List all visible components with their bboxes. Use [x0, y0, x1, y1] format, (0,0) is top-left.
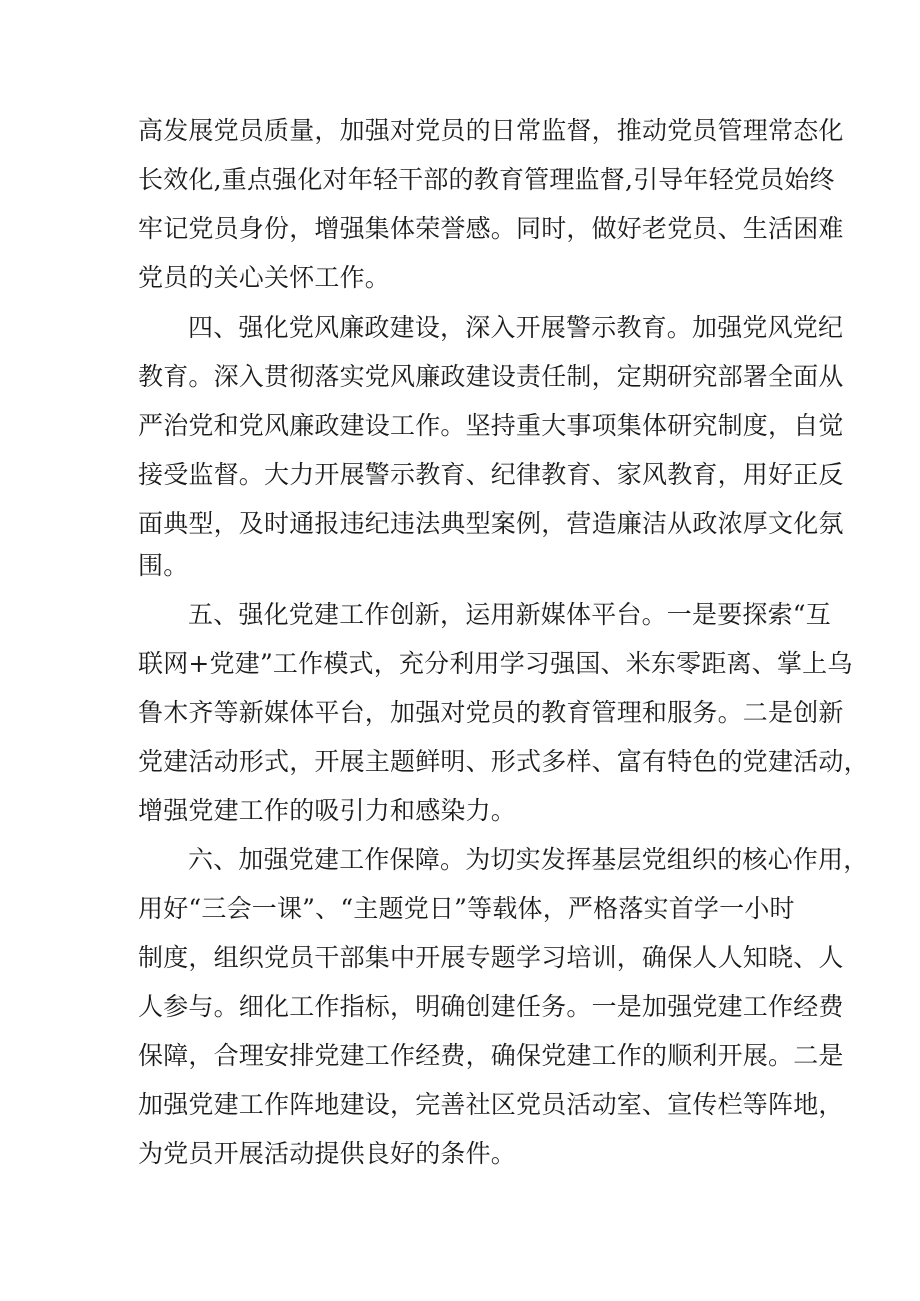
text-line: 加强党建工作阵地建设，完善社区党员活动室、宣传栏等阵地，: [138, 1090, 844, 1119]
text-line: 制度，组织党员干部集中开展专题学习培训，确保人人知晓、人: [138, 943, 844, 972]
section-heading-line: 六、加强党建工作保障。为切实发挥基层党组织的核心作用，: [188, 845, 869, 874]
text-line: 联网+党建”工作模式，充分利用学习强国、米东零距离、掌上乌: [138, 649, 853, 678]
text-line: 增强党建工作的吸引力和感染力。: [138, 796, 517, 825]
text-line: 高发展党员质量，加强对党员的日常监督，推动党员管理常态化: [138, 116, 844, 145]
text-line: 长效化,重点强化对年轻干部的教育管理监督,引导年轻党员始终: [138, 165, 835, 194]
text-line: 接受监督。大力开展警示教育、纪律教育、家风教育，用好正反: [138, 460, 844, 489]
text-line: 党员的关心关怀工作。: [138, 263, 391, 292]
text-line: 用好“三会一课”、“主题党日”等载体，严格落实首学一小时: [138, 894, 795, 923]
text-line: 牢记党员身份，增强集体荣誉感。同时，做好老党员、生活困难: [138, 214, 844, 243]
text-line: 围。: [138, 551, 189, 580]
text-line: 为党员开展活动提供良好的条件。: [138, 1139, 517, 1168]
text-line: 保障，合理安排党建工作经费，确保党建工作的顺利开展。二是: [138, 1041, 844, 1070]
section-heading-line: 五、强化党建工作创新，运用新媒体平台。一是要探索“互: [188, 600, 831, 629]
section-heading-line: 四、强化党风廉政建设，深入开展警示教育。加强党风党纪: [188, 313, 844, 342]
text-line: 党建活动形式，开展主题鲜明、形式多样、富有特色的党建活动，: [138, 747, 869, 776]
text-line: 严治党和党风廉政建设工作。坚持重大事项集体研究制度，自觉: [138, 411, 844, 440]
text-line: 鲁木齐等新媒体平台，加强对党员的教育管理和服务。二是创新: [138, 698, 844, 727]
text-line: 人参与。细化工作指标，明确创建任务。一是加强党建工作经费: [138, 992, 844, 1021]
text-line: 面典型，及时通报违纪违法典型案例，营造廉洁从政浓厚文化氛: [138, 509, 844, 538]
text-line: 教育。深入贯彻落实党风廉政建设责任制，定期研究部署全面从: [138, 362, 844, 391]
